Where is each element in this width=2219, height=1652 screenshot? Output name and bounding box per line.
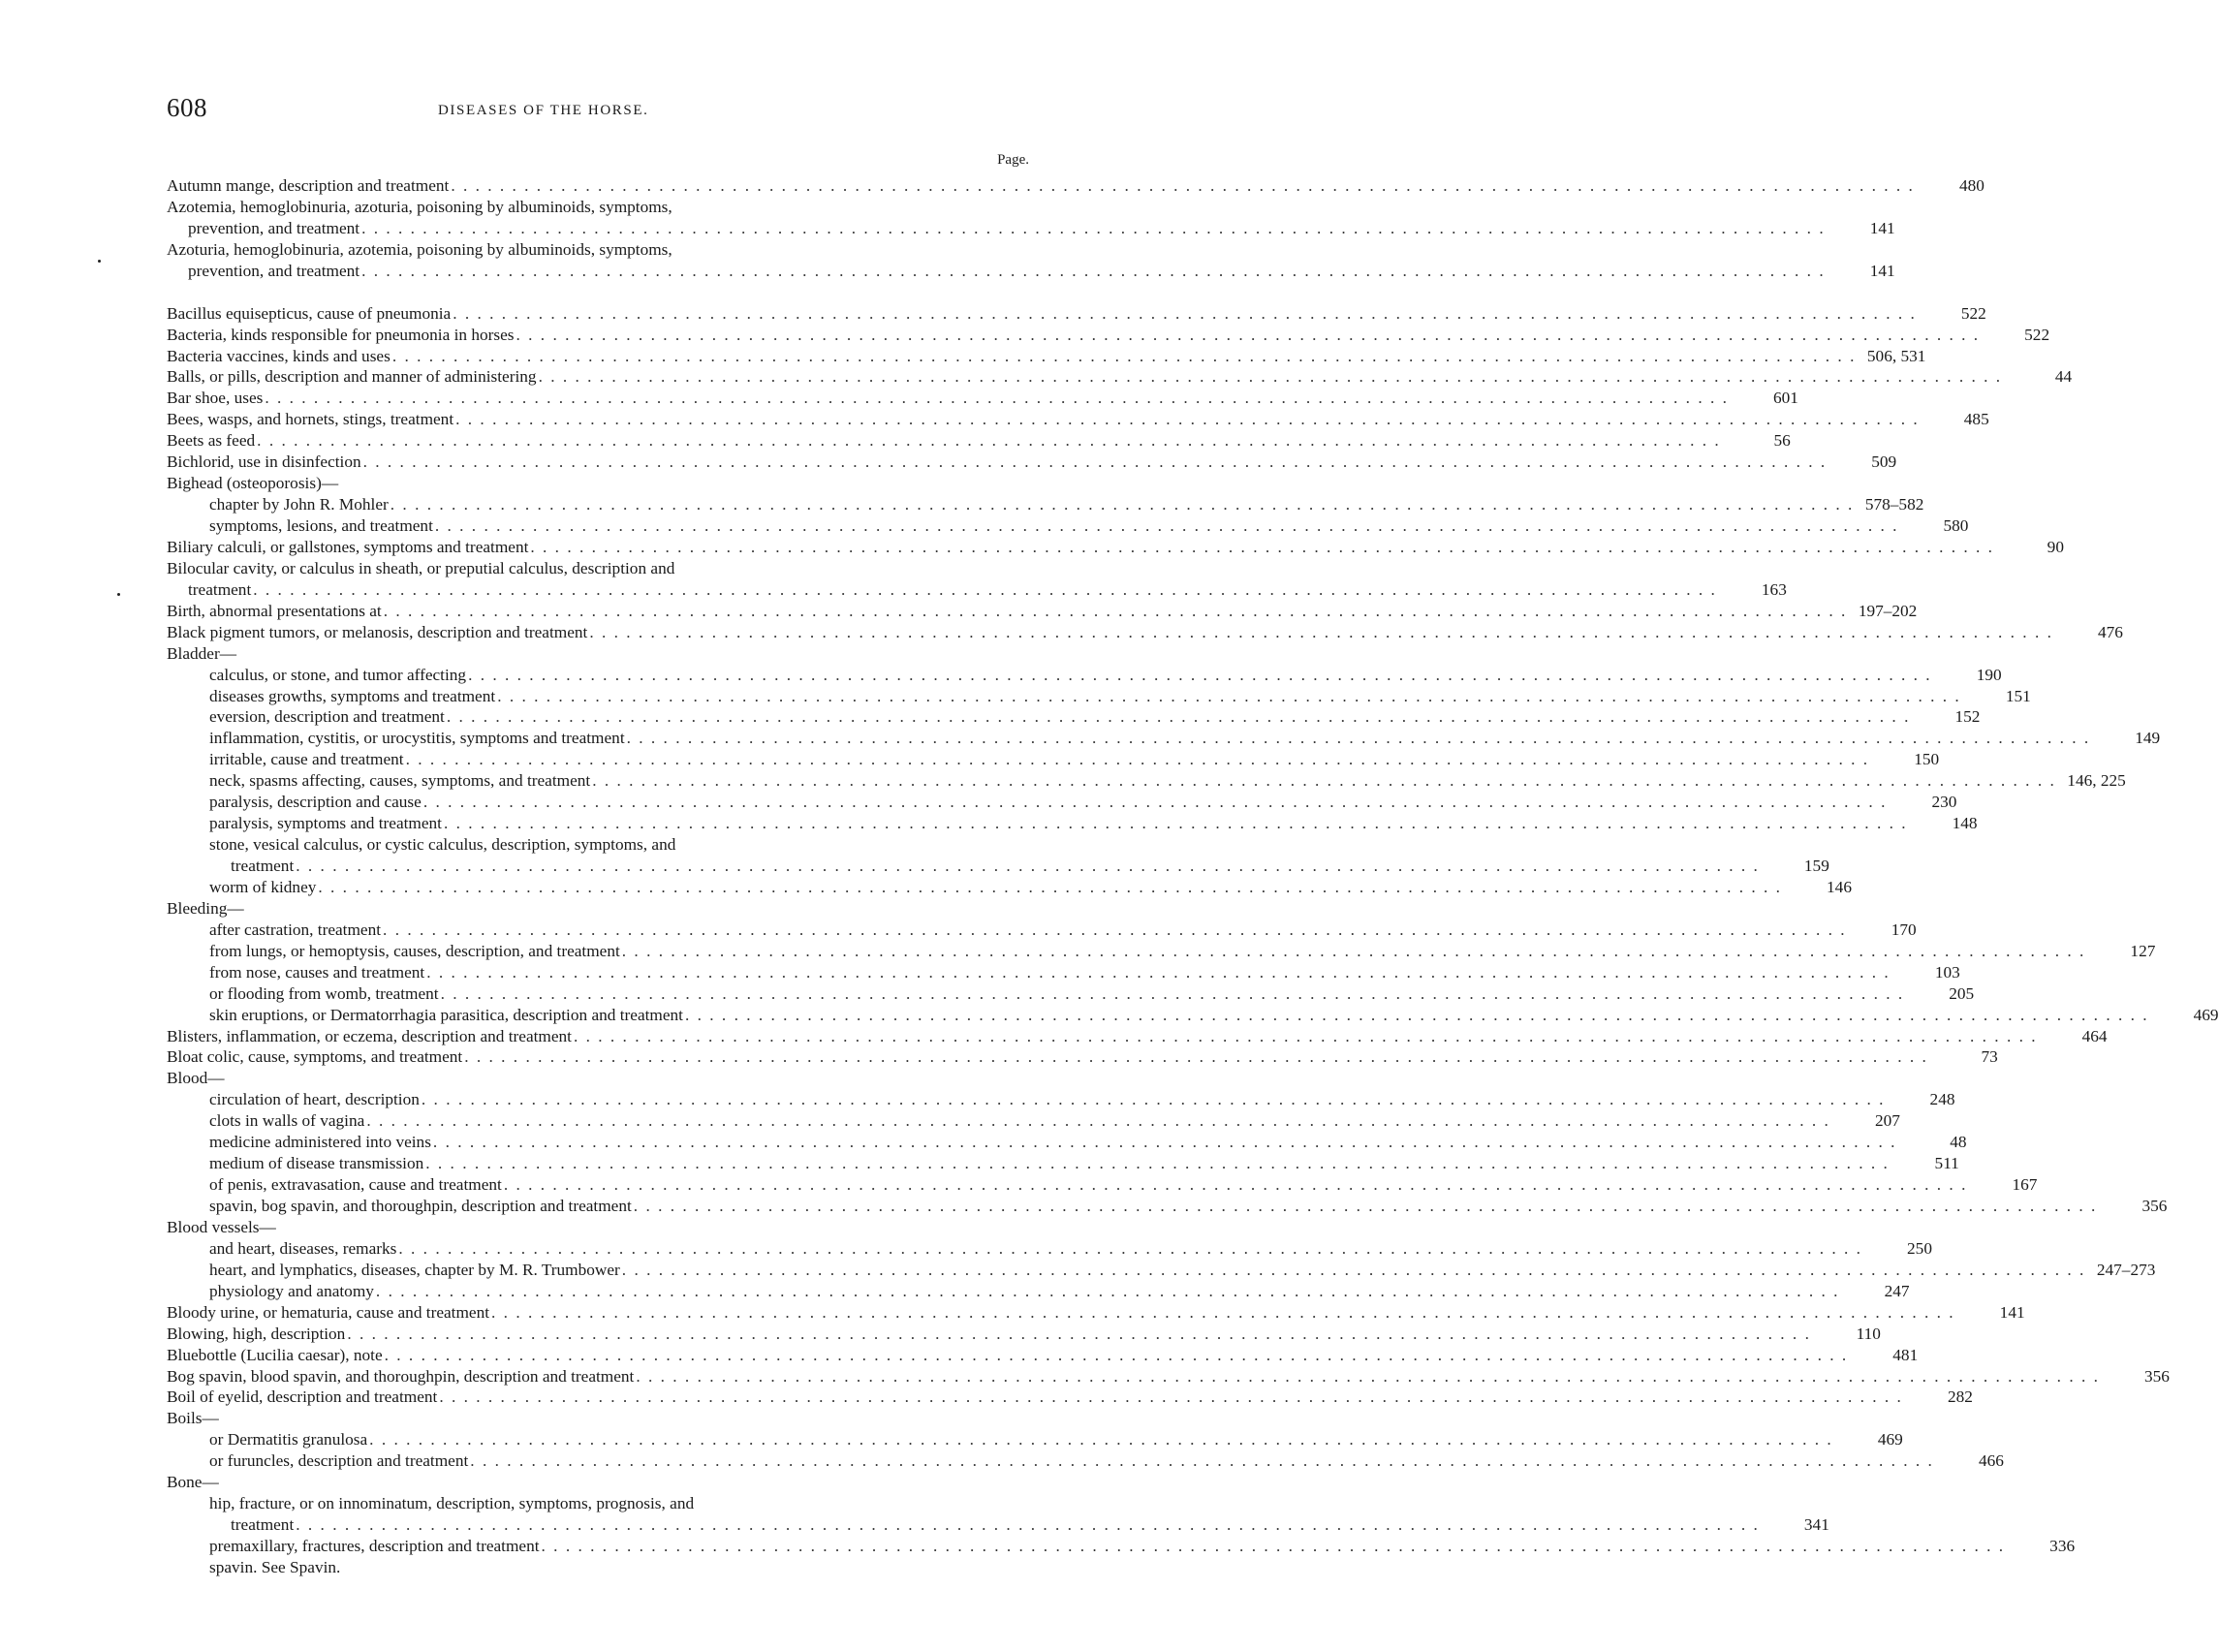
entry-text: Bone— [167,1473,219,1492]
leader-dots: . . . . . . . . . . . . . . . . . . . . . . . . . . . . . . . . . . . . . . . . . . . . . . . . . . . . . . . . . . . . . . . . . . . . . . . . . . . . . . . . . . . . . . . . . . . . . . . . . . . . . . . . . . . . . . . . . . . . . . . . [440,983,1905,1003]
leader-dots: . . . . . . . . . . . . . . . . . . . . . . . . . . . . . . . . . . . . . . . . . . . . . . . . . . . . . . . . . . . . . . . . . . . . . . . . . . . . . . . . . . . . . . . . . . . . . . . . . . . . . . . . . . . . . . . . . . . . . . . . [253,579,1717,599]
index-list [167,175,2219,1578]
leader-dots: . . . . . . . . . . . . . . . . . . . . . . . . . . . . . . . . . . . . . . . . . . . . . . . . . . . . . . . . . . . . . . . . . . . . . . . . . . . . . . . . . . . . . . . . . . . . . . . . . . . . . . . . . . . . . . . . . . . . . . . . [633,1197,2098,1215]
leader-dots: . . . . . . . . . . . . . . . . . . . . . . . . . . . . . . . . . . . . . . . . . . . . . . . . . . . . . . . . . . . . . . . . . . . . . . . . . . . . . . . . . . . . . . . . . . . . . . . . . . . . . . . . . . . . . . . . . . . . . . . . [421,1090,1886,1109]
entry-text: circulation of heart, description [209,1090,420,1109]
entry-page: 522 [1960,303,1986,323]
index-entry [167,877,1852,898]
index-entry [167,515,1969,537]
index-entry [167,175,1985,197]
entry-text: Birth, abnormal presentations at [167,601,382,620]
entry-page: 90 [2047,537,2064,556]
index-entry [167,303,1986,325]
index-entry [167,941,2156,962]
index-entry [167,1514,1829,1536]
entry-text: physiology and anatomy [209,1281,374,1300]
index-entry [167,1068,1034,1089]
leader-dots: . . . . . . . . . . . . . . . . . . . . . . . . . . . . . . . . . . . . . . . . . . . . . . . . . . . . . . . . . . . . . . . . . . . . . . . . . . . . . . . . . . . . . . . . . . . . . . . . . . . . . . . . . . . . . . . . . . . . . . . . [592,771,2056,791]
entry-text: or furuncles, description and treatment [209,1451,469,1471]
index-entry [167,579,1787,601]
index-entry [167,366,2073,388]
index-entry [167,643,1034,665]
entry-text: spavin, bog spavin, and thoroughpin, description and treatment [209,1197,632,1215]
leader-dots: . . . . . . . . . . . . . . . . . . . . . . . . . . . . . . . . . . . . . . . . . . . . . . . . . . . . . . . . . . . . . . . . . . . . . . . . . . . . . . . . . . . . . . . . . . . . . . . . . . . . . . . . . . . . . . . . . . . . . . . . [621,941,2086,960]
entry-text: medium of disease transmission [209,1154,424,1173]
entry-text: eversion, description and treatment [209,707,445,727]
entry-page: 485 [1963,410,1989,429]
index-entry [167,749,1940,770]
entry-page: 248 [1929,1090,1955,1109]
index-entry [167,1345,1919,1366]
entry-page: 481 [1892,1345,1919,1364]
entry-page: 149 [2135,729,2161,748]
page-number: 608 [167,93,207,122]
index-entry [167,430,1791,452]
leader-dots: . . . . . . . . . . . . . . . . . . . . . . . . . . . . . . . . . . . . . . . . . . . . . . . . . . . . . . . . . . . . . . . . . . . . . . . . . . . . . . . . . . . . . . . . . . . . . . . . . . . . . . . . . . . . . . . . . . . . . . . . [390,495,1855,514]
entry-text: Bacteria, kinds responsible for pneumonia in horses [167,325,515,344]
entry-text: Blowing, high, description [167,1324,346,1343]
index-entry [167,1450,2004,1472]
leader-dots: . . . . . . . . . . . . . . . . . . . . . . . . . . . . . . . . . . . . . . . . . . . . . . . . . . . . . . . . . . . . . . . . . . . . . . . . . . . . . . . . . . . . . . . . . . . . . . . . . . . . . . . . . . . . . . . . . . . . . . . . [398,1238,1862,1258]
entry-page: 464 [2081,1026,2108,1045]
index-entry [167,1408,1034,1429]
index-entry [167,409,1989,430]
leader-dots: . . . . . . . . . . . . . . . . . . . . . . . . . . . . . . . . . . . . . . . . . . . . . . . . . . . . . . . . . . . . . . . . . . . . . . . . . . . . . . . . . . . . . . . . . . . . . . . . . . . . . . . . . . . . . . . . . . . . . . . . [391,346,1857,365]
entry-page: 250 [1907,1238,1932,1258]
entry-page: 150 [1914,750,1940,769]
index-entry [167,983,1975,1005]
entry-page: 247–273 [2096,1260,2156,1279]
leader-dots: . . . . . . . . . . . . . . . . . . . . . . . . . . . . . . . . . . . . . . . . . . . . . . . . . . . . . . . . . . . . . . . . . . . . . . . . . . . . . . . . . . . . . . . . . . . . . . . . . . . . . . . . . . . . . . . . . . . . . . . . [361,261,1826,280]
entry-page: 601 [1773,389,1798,408]
entry-page: 356 [2141,1197,2168,1215]
leader-dots: . . . . . . . . . . . . . . . . . . . . . . . . . . . . . . . . . . . . . . . . . . . . . . . . . . . . . . . . . . . . . . . . . . . . . . . . . . . . . . . . . . . . . . . . . . . . . . . . . . . . . . . . . . . . . . . . . . . . . . . . [375,1281,1840,1300]
index-entry [167,261,1895,282]
entry-page: 163 [1761,579,1787,599]
entry-page: 506, 531 [1866,346,1926,365]
entry-page: 336 [2049,1537,2076,1555]
leader-dots: . . . . . . . . . . . . . . . . . . . . . . . . . . . . . . . . . . . . . . . . . . . . . . . . . . . . . . . . . . . . . . . . . . . . . . . . . . . . . . . . . . . . . . . . . . . . . . . . . . . . . . . . . . . . . . . . . . . . . . . . [636,1366,2100,1386]
entry-text: skin eruptions, or Dermatorrhagia parasitica, description and treatment [209,1005,683,1024]
index-entry [167,962,1960,983]
leader-dots: . . . . . . . . . . . . . . . . . . . . . . . . . . . . . . . . . . . . . . . . . . . . . . . . . . . . . . . . . . . . . . . . . . . . . . . . . . . . . . . . . . . . . . . . . . . . . . . . . . . . . . . . . . . . . . . . . . . . . . . . [455,410,1920,429]
entry-text: prevention, and treatment [188,218,360,237]
entry-text: Bilocular cavity, or calculus in sheath, or preputial calculus, description and [167,558,675,577]
entry-page: 151 [2005,686,2031,705]
entry-text: or flooding from womb, treatment [209,983,439,1003]
entry-page: 466 [1978,1451,2004,1471]
entry-page: 247 [1884,1281,1910,1300]
index-entry [167,1324,1881,1345]
entry-text: Azotemia, hemoglobinuria, azoturia, poisoning by albuminoids, symptoms, [167,197,672,216]
entry-text: from nose, causes and treatment [209,962,425,982]
leader-dots: . . . . . . . . . . . . . . . . . . . . . . . . . . . . . . . . . . . . . . . . . . . . . . . . . . . . . . . . . . . . . . . . . . . . . . . . . . . . . . . . . . . . . . . . . . . . . . . . . . . . . . . . . . . . . . . . . . . . . . . . [383,920,1847,939]
index-entry [167,1238,1932,1260]
entry-text: inflammation, cystitis, or urocystitis, symptoms and treatment [209,729,625,748]
leader-dots: . . . . . . . . . . . . . . . . . . . . . . . . . . . . . . . . . . . . . . . . . . . . . . . . . . . . . . . . . . . . . . . . . . . . . . . . . . . . . . . . . . . . . . . . . . . . . . . . . . . . . . . . . . . . . . . . . . . . . . . . [265,389,1729,408]
entry-text: diseases growths, symptoms and treatment [209,686,496,705]
entry-page: 73 [1981,1047,1998,1067]
leader-dots: . . . . . . . . . . . . . . . . . . . . . . . . . . . . . . . . . . . . . . . . . . . . . . . . . . . . . . . . . . . . . . . . . . . . . . . . . . . . . . . . . . . . . . . . . . . . . . . . . . . . . . . . . . . . . . . . . . . . . . . . [439,1387,1903,1407]
entry-page: 509 [1871,452,1897,472]
index-entry [167,558,1034,579]
entry-page: 480 [1958,176,1985,195]
index-entry [167,1302,2025,1324]
entry-page: 205 [1949,983,1975,1003]
leader-dots: . . . . . . . . . . . . . . . . . . . . . . . . . . . . . . . . . . . . . . . . . . . . . . . . . . . . . . . . . . . . . . . . . . . . . . . . . . . . . . . . . . . . . . . . . . . . . . . . . . . . . . . . . . . . . . . . . . . . . . . . [573,1026,2038,1045]
entry-page: 469 [2193,1005,2219,1024]
index-entry [167,1557,1034,1578]
entry-text: treatment [231,1515,295,1535]
index-entry [167,770,2126,792]
index-entry [167,1153,1959,1174]
leader-dots: . . . . . . . . . . . . . . . . . . . . . . . . . . . . . . . . . . . . . . . . . . . . . . . . . . . . . . . . . . . . . . . . . . . . . . . . . . . . . . . . . . . . . . . . . . . . . . . . . . . . . . . . . . . . . . . . . . . . . . . . [383,601,1848,620]
leader-dots: . . . . . . . . . . . . . . . . . . . . . . . . . . . . . . . . . . . . . . . . . . . . . . . . . . . . . . . . . . . . . . . . . . . . . . . . . . . . . . . . . . . . . . . . . . . . . . . . . . . . . . . . . . . . . . . . . . . . . . . . [432,1133,1897,1152]
index-entry [167,1387,1973,1408]
entry-text: Bluebottle (Lucilia caesar), note [167,1345,383,1364]
index-entry [167,1429,1903,1450]
index-entry [167,239,1034,261]
entry-text: treatment [188,579,252,599]
index-entry [167,537,2064,558]
leader-dots: . . . . . . . . . . . . . . . . . . . . . . . . . . . . . . . . . . . . . . . . . . . . . . . . . . . . . . . . . . . . . . . . . . . . . . . . . . . . . . . . . . . . . . . . . . . . . . . . . . . . . . . . . . . . . . . . . . . . . . . . [369,1430,1833,1449]
index-entry [167,1217,1034,1238]
entry-text: hip, fracture, or on innominatum, description, symptoms, prognosis, and [209,1494,695,1513]
index-entry [167,1089,1955,1110]
entry-text: irritable, cause and treatment [209,750,404,769]
index-entry [167,1366,2170,1387]
entry-text: Black pigment tumors, or melanosis, description and treatment [167,622,588,641]
margin-mark [117,593,120,596]
leader-dots: . . . . . . . . . . . . . . . . . . . . . . . . . . . . . . . . . . . . . . . . . . . . . . . . . . . . . . . . . . . . . . . . . . . . . . . . . . . . . . . . . . . . . . . . . . . . . . . . . . . . . . . . . . . . . . . . . . . . . . . . [384,1345,1849,1364]
entry-page: 148 [1952,814,1978,833]
index-entry [167,813,1978,834]
entry-page: 141 [1869,218,1895,237]
entry-text: clots in walls of vagina [209,1111,365,1131]
entry-text: treatment [231,857,295,875]
entry-page: 356 [2144,1366,2170,1386]
index-entry [167,1026,2108,1047]
index-entry [167,1260,2156,1281]
leader-dots: . . . . . . . . . . . . . . . . . . . . . . . . . . . . . . . . . . . . . . . . . . . . . . . . . . . . . . . . . . . . . . . . . . . . . . . . . . . . . . . . . . . . . . . . . . . . . . . . . . . . . . . . . . . . . . . . . . . . . . . . [426,962,1891,982]
entry-text: Blood vessels— [167,1217,276,1236]
index-entry [167,346,1926,367]
leader-dots: . . . . . . . . . . . . . . . . . . . . . . . . . . . . . . . . . . . . . . . . . . . . . . . . . . . . . . . . . . . . . . . . . . . . . . . . . . . . . . . . . . . . . . . . . . . . . . . . . . . . . . . . . . . . . . . . . . . . . . . . [443,814,1908,833]
index-entry [167,325,2050,346]
entry-text: paralysis, description and cause [209,793,422,812]
leader-dots: . . . . . . . . . . . . . . . . . . . . . . . . . . . . . . . . . . . . . . . . . . . . . . . . . . . . . . . . . . . . . . . . . . . . . . . . . . . . . . . . . . . . . . . . . . . . . . . . . . . . . . . . . . . . . . . . . . . . . . . . [362,452,1828,472]
entry-text: Blood— [167,1069,225,1088]
entry-page: 167 [2012,1175,2038,1195]
entry-page: 282 [1947,1387,1973,1407]
entry-text: Bladder— [167,643,236,663]
entry-text: paralysis, symptoms and treatment [209,814,442,833]
entry-text: Boils— [167,1409,219,1428]
entry-text: Balls, or pills, description and manner of administering [167,367,537,387]
entry-page: 522 [2024,325,2050,344]
running-title: DISEASES OF THE HORSE. [438,103,649,118]
entry-text: Biliary calculi, or gallstones, symptoms and treatment [167,537,529,556]
leader-dots: . . . . . . . . . . . . . . . . . . . . . . . . . . . . . . . . . . . . . . . . . . . . . . . . . . . . . . . . . . . . . . . . . . . . . . . . . . . . . . . . . . . . . . . . . . . . . . . . . . . . . . . . . . . . . . . . . . . . . . . . [361,218,1826,237]
entry-text: calculus, or stone, and tumor affecting [209,665,467,684]
entry-text: symptoms, lesions, and treatment [209,516,433,535]
leader-dots: . . . . . . . . . . . . . . . . . . . . . . . . . . . . . . . . . . . . . . . . . . . . . . . . . . . . . . . . . . . . . . . . . . . . . . . . . . . . . . . . . . . . . . . . . . . . . . . . . . . . . . . . . . . . . . . . . . . . . . . . [468,665,1932,684]
leader-dots: . . . . . . . . . . . . . . . . . . . . . . . . . . . . . . . . . . . . . . . . . . . . . . . . . . . . . . . . . . . . . . . . . . . . . . . . . . . . . . . . . . . . . . . . . . . . . . . . . . . . . . . . . . . . . . . . . . . . . . . . [470,1451,1934,1471]
index-entry [167,197,1034,218]
entry-text: prevention, and treatment [188,261,360,280]
entry-text: Bees, wasps, and hornets, stings, treatment [167,410,454,429]
leader-dots: . . . . . . . . . . . . . . . . . . . . . . . . . . . . . . . . . . . . . . . . . . . . . . . . . . . . . . . . . . . . . . . . . . . . . . . . . . . . . . . . . . . . . . . . . . . . . . . . . . . . . . . . . . . . . . . . . . . . . . . . [685,1005,2149,1024]
index-entry [167,1281,1910,1302]
entry-page: 103 [1934,962,1960,982]
leader-dots: . . . . . . . . . . . . . . . . . . . . . . . . . . . . . . . . . . . . . . . . . . . . . . . . . . . . . . . . . . . . . . . . . . . . . . . . . . . . . . . . . . . . . . . . . . . . . . . . . . . . . . . . . . . . . . . . . . . . . . . . [621,1260,2086,1279]
entry-page: 476 [2097,622,2123,641]
entry-page: 44 [2054,367,2073,387]
leader-dots: . . . . . . . . . . . . . . . . . . . . . . . . . . . . . . . . . . . . . . . . . . . . . . . . . . . . . . . . . . . . . . . . . . . . . . . . . . . . . . . . . . . . . . . . . . . . . . . . . . . . . . . . . . . . . . . . . . . . . . . . [257,431,1721,451]
entry-page: 56 [1773,431,1791,451]
entry-text: heart, and lymphatics, diseases, chapter by M. R. Trumbower [209,1260,620,1279]
leader-dots: . . . . . . . . . . . . . . . . . . . . . . . . . . . . . . . . . . . . . . . . . . . . . . . . . . . . . . . . . . . . . . . . . . . . . . . . . . . . . . . . . . . . . . . . . . . . . . . . . . . . . . . . . . . . . . . . . . . . . . . . [491,1302,1955,1322]
leader-dots: . . . . . . . . . . . . . . . . . . . . . . . . . . . . . . . . . . . . . . . . . . . . . . . . . . . . . . . . . . . . . . . . . . . . . . . . . . . . . . . . . . . . . . . . . . . . . . . . . . . . . . . . . . . . . . . . . . . . . . . . [464,1047,1928,1067]
leader-dots: . . . . . . . . . . . . . . . . . . . . . . . . . . . . . . . . . . . . . . . . . . . . . . . . . . . . . . . . . . . . . . . . . . . . . . . . . . . . . . . . . . . . . . . . . . . . . . . . . . . . . . . . . . . . . . . . . . . . . . . . [541,1537,2006,1555]
blank-line [167,282,1034,303]
index-entry [167,1132,1967,1153]
entry-text: spavin. See Spavin. [209,1557,341,1576]
leader-dots: . . . . . . . . . . . . . . . . . . . . . . . . . . . . . . . . . . . . . . . . . . . . . . . . . . . . . . . . . . . . . . . . . . . . . . . . . . . . . . . . . . . . . . . . . . . . . . . . . . . . . . . . . . . . . . . . . . . . . . . . [434,516,1899,535]
leader-dots: . . . . . . . . . . . . . . . . . . . . . . . . . . . . . . . . . . . . . . . . . . . . . . . . . . . . . . . . . . . . . . . . . . . . . . . . . . . . . . . . . . . . . . . . . . . . . . . . . . . . . . . . . . . . . . . . . . . . . . . . [503,1175,1968,1195]
entry-text: Bacillus equisepticus, cause of pneumonia [167,303,452,323]
leader-dots: . . . . . . . . . . . . . . . . . . . . . . . . . . . . . . . . . . . . . . . . . . . . . . . . . . . . . . . . . . . . . . . . . . . . . . . . . . . . . . . . . . . . . . . . . . . . . . . . . . . . . . . . . . . . . . . . . . . . . . . . [451,176,1915,195]
leader-dots: . . . . . . . . . . . . . . . . . . . . . . . . . . . . . . . . . . . . . . . . . . . . . . . . . . . . . . . . . . . . . . . . . . . . . . . . . . . . . . . . . . . . . . . . . . . . . . . . . . . . . . . . . . . . . . . . . . . . . . . . [589,622,2053,641]
entry-text: Bichlorid, use in disinfection [167,452,361,472]
entry-text: neck, spasms affecting, causes, symptoms, and treatment [209,771,591,791]
entry-page: 230 [1931,793,1957,812]
index-entry [167,706,1981,728]
entry-text: from lungs, or hemoptysis, causes, description, and treatment [209,941,620,960]
leader-dots: . . . . . . . . . . . . . . . . . . . . . . . . . . . . . . . . . . . . . . . . . . . . . . . . . . . . . . . . . . . . . . . . . . . . . . . . . . . . . . . . . . . . . . . . . . . . . . . . . . . . . . . . . . . . . . . . . . . . . . . . [453,303,1917,323]
entry-text: Boil of eyelid, description and treatment [167,1387,438,1407]
entry-text: or Dermatitis granulosa [209,1430,368,1449]
index-entry [167,601,1918,622]
entry-page: 580 [1943,516,1969,535]
entry-page: 159 [1803,857,1829,875]
entry-page: 146 [1827,877,1852,896]
index-entry [167,494,1924,515]
index-entry [167,1536,2076,1557]
entry-text: Autumn mange, description and treatment [167,176,450,195]
index-entry [167,622,2123,643]
index-entry [167,1493,1034,1514]
leader-dots: . . . . . . . . . . . . . . . . . . . . . . . . . . . . . . . . . . . . . . . . . . . . . . . . . . . . . . . . . . . . . . . . . . . . . . . . . . . . . . . . . . . . . . . . . . . . . . . . . . . . . . . . . . . . . . . . . . . . . . . . [318,877,1782,896]
index-entry [167,792,1957,813]
entry-page: 190 [1976,665,2002,684]
entry-page: 197–202 [1858,601,1918,620]
index-entry [167,920,1917,941]
entry-text: Beets as feed [167,431,256,451]
entry-page: 511 [1934,1154,1959,1173]
index-entry [167,1110,1900,1132]
entry-text: Blisters, inflammation, or eczema, description and treatment [167,1026,572,1045]
entry-page: 578–582 [1864,495,1924,514]
entry-text: Bleeding— [167,898,244,918]
entry-page: 110 [1856,1324,1881,1343]
entry-page: 469 [1877,1430,1903,1449]
index-entry [167,1174,2038,1196]
entry-text: and heart, diseases, remarks [209,1238,397,1258]
index-entry [167,1005,2219,1026]
page-column-label: Page. [997,152,1029,168]
entry-text: Bar shoe, uses [167,389,264,408]
leader-dots: . . . . . . . . . . . . . . . . . . . . . . . . . . . . . . . . . . . . . . . . . . . . . . . . . . . . . . . . . . . . . . . . . . . . . . . . . . . . . . . . . . . . . . . . . . . . . . . . . . . . . . . . . . . . . . . . . . . . . . . . [516,325,1981,344]
index-entry [167,665,2002,686]
entry-text: Bog spavin, blood spavin, and thoroughpin, description and treatment [167,1366,635,1386]
entry-text: worm of kidney [209,877,317,896]
margin-mark [98,260,101,263]
index-entry [167,834,1034,856]
entry-text: Bloody urine, or hematuria, cause and treatment [167,1302,490,1322]
entry-text: Bloat colic, cause, symptoms, and treatment [167,1047,463,1067]
entry-page: 170 [1891,920,1917,939]
index-entry [167,1472,1034,1493]
leader-dots: . . . . . . . . . . . . . . . . . . . . . . . . . . . . . . . . . . . . . . . . . . . . . . . . . . . . . . . . . . . . . . . . . . . . . . . . . . . . . . . . . . . . . . . . . . . . . . . . . . . . . . . . . . . . . . . . . . . . . . . . [530,537,1994,556]
index-entry [167,1046,1998,1068]
leader-dots: . . . . . . . . . . . . . . . . . . . . . . . . . . . . . . . . . . . . . . . . . . . . . . . . . . . . . . . . . . . . . . . . . . . . . . . . . . . . . . . . . . . . . . . . . . . . . . . . . . . . . . . . . . . . . . . . . . . . . . . . [296,857,1760,875]
index-entry [167,1196,2168,1217]
entry-page: 141 [1869,261,1895,280]
entry-text: after castration, treatment [209,920,382,939]
leader-dots: . . . . . . . . . . . . . . . . . . . . . . . . . . . . . . . . . . . . . . . . . . . . . . . . . . . . . . . . . . . . . . . . . . . . . . . . . . . . . . . . . . . . . . . . . . . . . . . . . . . . . . . . . . . . . . . . . . . . . . . . [626,729,2091,748]
leader-dots: . . . . . . . . . . . . . . . . . . . . . . . . . . . . . . . . . . . . . . . . . . . . . . . . . . . . . . . . . . . . . . . . . . . . . . . . . . . . . . . . . . . . . . . . . . . . . . . . . . . . . . . . . . . . . . . . . . . . . . . . [347,1324,1811,1343]
index-entry [167,686,2031,707]
entry-text: Azoturia, hemoglobinuria, azotemia, poisoning by albuminoids, symptoms, [167,239,672,259]
entry-text: of penis, extravasation, cause and treatment [209,1175,502,1195]
entry-page: 48 [1950,1133,1967,1152]
entry-page: 127 [2130,941,2156,960]
entry-text: Bacteria vaccines, kinds and uses [167,346,391,365]
entry-text: premaxillary, fractures, description and treatment [209,1537,540,1555]
leader-dots: . . . . . . . . . . . . . . . . . . . . . . . . . . . . . . . . . . . . . . . . . . . . . . . . . . . . . . . . . . . . . . . . . . . . . . . . . . . . . . . . . . . . . . . . . . . . . . . . . . . . . . . . . . . . . . . . . . . . . . . . [425,1154,1890,1173]
index-entry [167,856,1829,877]
index-entry [167,898,1034,920]
entry-text: medicine administered into veins [209,1133,431,1152]
leader-dots: . . . . . . . . . . . . . . . . . . . . . . . . . . . . . . . . . . . . . . . . . . . . . . . . . . . . . . . . . . . . . . . . . . . . . . . . . . . . . . . . . . . . . . . . . . . . . . . . . . . . . . . . . . . . . . . . . . . . . . . . [446,707,1911,727]
leader-dots: . . . . . . . . . . . . . . . . . . . . . . . . . . . . . . . . . . . . . . . . . . . . . . . . . . . . . . . . . . . . . . . . . . . . . . . . . . . . . . . . . . . . . . . . . . . . . . . . . . . . . . . . . . . . . . . . . . . . . . . . [422,793,1888,812]
entry-page: 146, 225 [2067,771,2126,791]
entry-page: 341 [1803,1515,1829,1535]
entry-text: stone, vesical calculus, or cystic calculus, description, symptoms, and [209,835,676,855]
index-entry [167,473,1034,494]
index-entry [167,728,2161,749]
leader-dots: . . . . . . . . . . . . . . . . . . . . . . . . . . . . . . . . . . . . . . . . . . . . . . . . . . . . . . . . . . . . . . . . . . . . . . . . . . . . . . . . . . . . . . . . . . . . . . . . . . . . . . . . . . . . . . . . . . . . . . . . [497,686,1961,705]
leader-dots: . . . . . . . . . . . . . . . . . . . . . . . . . . . . . . . . . . . . . . . . . . . . . . . . . . . . . . . . . . . . . . . . . . . . . . . . . . . . . . . . . . . . . . . . . . . . . . . . . . . . . . . . . . . . . . . . . . . . . . . . [405,750,1870,769]
entry-page: 152 [1954,707,1981,727]
leader-dots: . . . . . . . . . . . . . . . . . . . . . . . . . . . . . . . . . . . . . . . . . . . . . . . . . . . . . . . . . . . . . . . . . . . . . . . . . . . . . . . . . . . . . . . . . . . . . . . . . . . . . . . . . . . . . . . . . . . . . . . . [366,1111,1830,1131]
leader-dots: . . . . . . . . . . . . . . . . . . . . . . . . . . . . . . . . . . . . . . . . . . . . . . . . . . . . . . . . . . . . . . . . . . . . . . . . . . . . . . . . . . . . . . . . . . . . . . . . . . . . . . . . . . . . . . . . . . . . . . . . [538,367,2003,387]
entry-text: chapter by John R. Mohler [209,495,389,514]
leader-dots: . . . . . . . . . . . . . . . . . . . . . . . . . . . . . . . . . . . . . . . . . . . . . . . . . . . . . . . . . . . . . . . . . . . . . . . . . . . . . . . . . . . . . . . . . . . . . . . . . . . . . . . . . . . . . . . . . . . . . . . . [296,1515,1760,1535]
index-entry [167,388,1798,409]
page-header [167,93,1034,126]
index-entry [167,218,1895,239]
entry-text: Bighead (osteoporosis)— [167,474,339,493]
entry-page: 141 [1999,1302,2025,1322]
entry-page: 207 [1874,1111,1900,1131]
index-entry [167,452,1897,473]
